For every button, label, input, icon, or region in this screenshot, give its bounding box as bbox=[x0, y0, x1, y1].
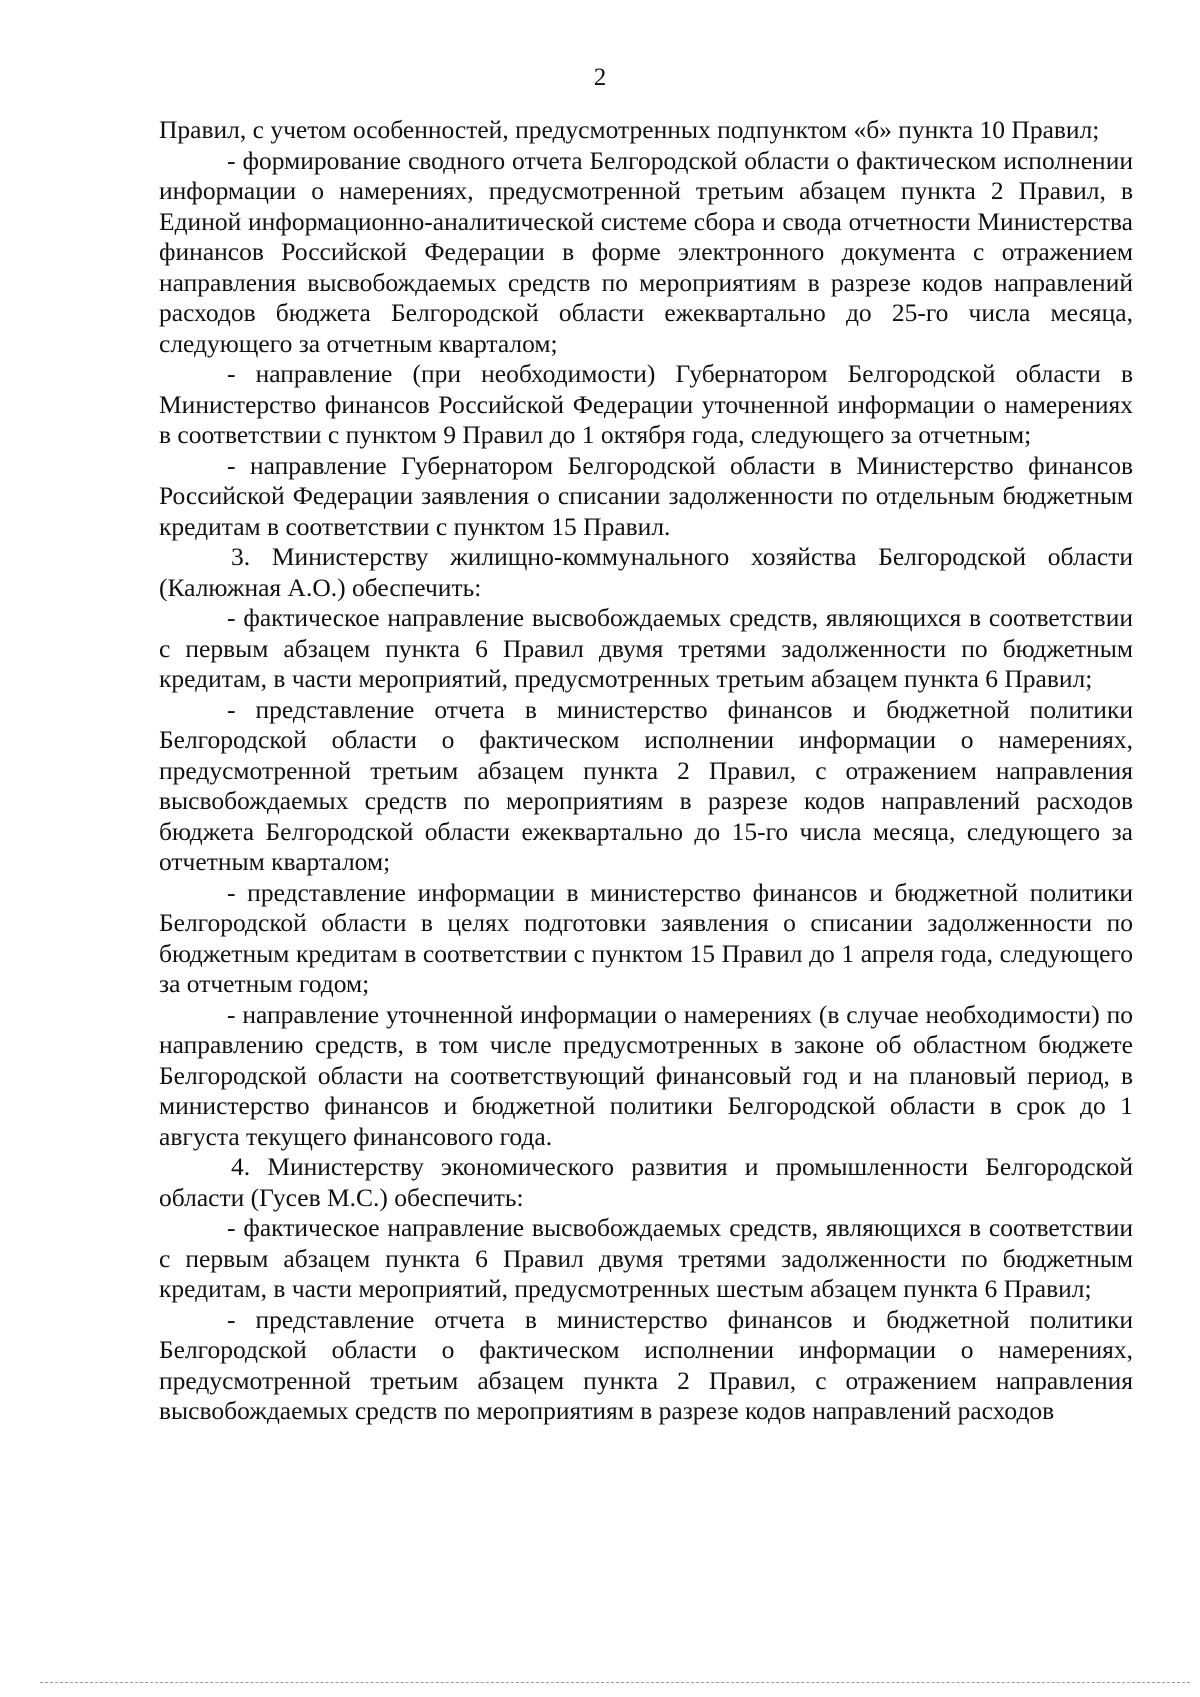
paragraph-continuation: Правил, с учетом особенностей, предусмотренных подпунктом «б» пункта 10 Правил; bbox=[159, 115, 1100, 144]
document-body bbox=[159, 115, 1133, 1427]
paragraph-item-3-otchet: - представление отчета в министерство финансов и бюджетной политики Белгородской области о фактическом исполнении информации о намерениях, предусмотренной третьим абзацем пункта 2 Правил, с отражением направления высвобождаемых средств по мероприятиям в разрезе кодов направлений расходов бюджета Белгородской области ежеквартально до 15-го числа месяца, следующего за отчетным кварталом; bbox=[159, 694, 1133, 876]
paragraph-item-3-utochnennaya: - направление уточненной информации о намерениях (в случае необходимости) по направлению средств, в том числе предусмотренных в законе об областном бюджете Белгородской области на соответствующий финансовый год и на плановый период, в министерство финансов и бюджетной политики Белгородской области в срок до 1 августа текущего финансового года. bbox=[159, 999, 1133, 1151]
paragraph-item-3: 3. Министерству жилищно-коммунального хозяйства Белгородской области (Калюжная А.О.) обеспечить: bbox=[159, 542, 1133, 602]
paragraph-utochnennaya-informaciya: - направление (при необходимости) Губернатором Белгородской области в Министерство финансов Российской Федерации уточненной информации о намерениях в соответствии с пунктом 9 Правил до 1 октября года, следующего за отчетным; bbox=[159, 359, 1133, 449]
page-number: 2 bbox=[593, 64, 607, 91]
paragraph-item-3-napravlenie: - фактическое направление высвобождаемых средств, являющихся в соответствии с первым абзацем пункта 6 Правил двумя третями задолженности по бюджетным кредитам, в части мероприятий, предусмотренных третьим абзацем пункта 6 Правил; bbox=[159, 603, 1133, 693]
scan-edge-line bbox=[40, 1682, 1190, 1683]
paragraph-zayavlenie-o-spisanii: - направление Губернатором Белгородской области в Министерство финансов Российской Федерации заявления о списании задолженности по отдельным бюджетным кредитам в соответствии с пунктом 15 Правил. bbox=[159, 450, 1133, 541]
paragraph-svodny-otchet: - формирование сводного отчета Белгородской области о фактическом исполнении информации о намерениях, предусмотренной третьим абзацем пункта 2 Правил, в Единой информационно-аналитической системе сбора и свода отчетности Министерства финансов Российской Федерации в форме электронного документа с отражением направления высвобождаемых средств по мероприятиям в разрезе кодов направлений расходов бюджета Белгородской области ежеквартально до 25-го числа месяца, следующего за отчетным кварталом; bbox=[159, 145, 1133, 358]
paragraph-item-4: 4. Министерству экономического развития и промышленности Белгородской области (Гусев М.С.) обеспечить: bbox=[159, 1152, 1133, 1212]
paragraph-item-4-napravlenie: - фактическое направление высвобождаемых средств, являющихся в соответствии с первым абзацем пункта 6 Правил двумя третями задолженности по бюджетным кредитам, в части мероприятий, предусмотренных шестым абзацем пункта 6 Правил; bbox=[159, 1213, 1133, 1303]
paragraph-item-4-otchet: - представление отчета в министерство финансов и бюджетной политики Белгородской области о фактическом исполнении информации о намерениях, предусмотренной третьим абзацем пункта 2 Правил, с отражением направления высвобождаемых средств по мероприятиям в разрезе кодов направлений расходов bbox=[159, 1304, 1133, 1425]
paragraph-item-3-informaciya: - представление информации в министерство финансов и бюджетной политики Белгородской области в целях подготовки заявления о списании задолженности по бюджетным кредитам в соответствии с пунктом 15 Правил до 1 апреля года, следующего за отчетным годом; bbox=[159, 877, 1133, 998]
